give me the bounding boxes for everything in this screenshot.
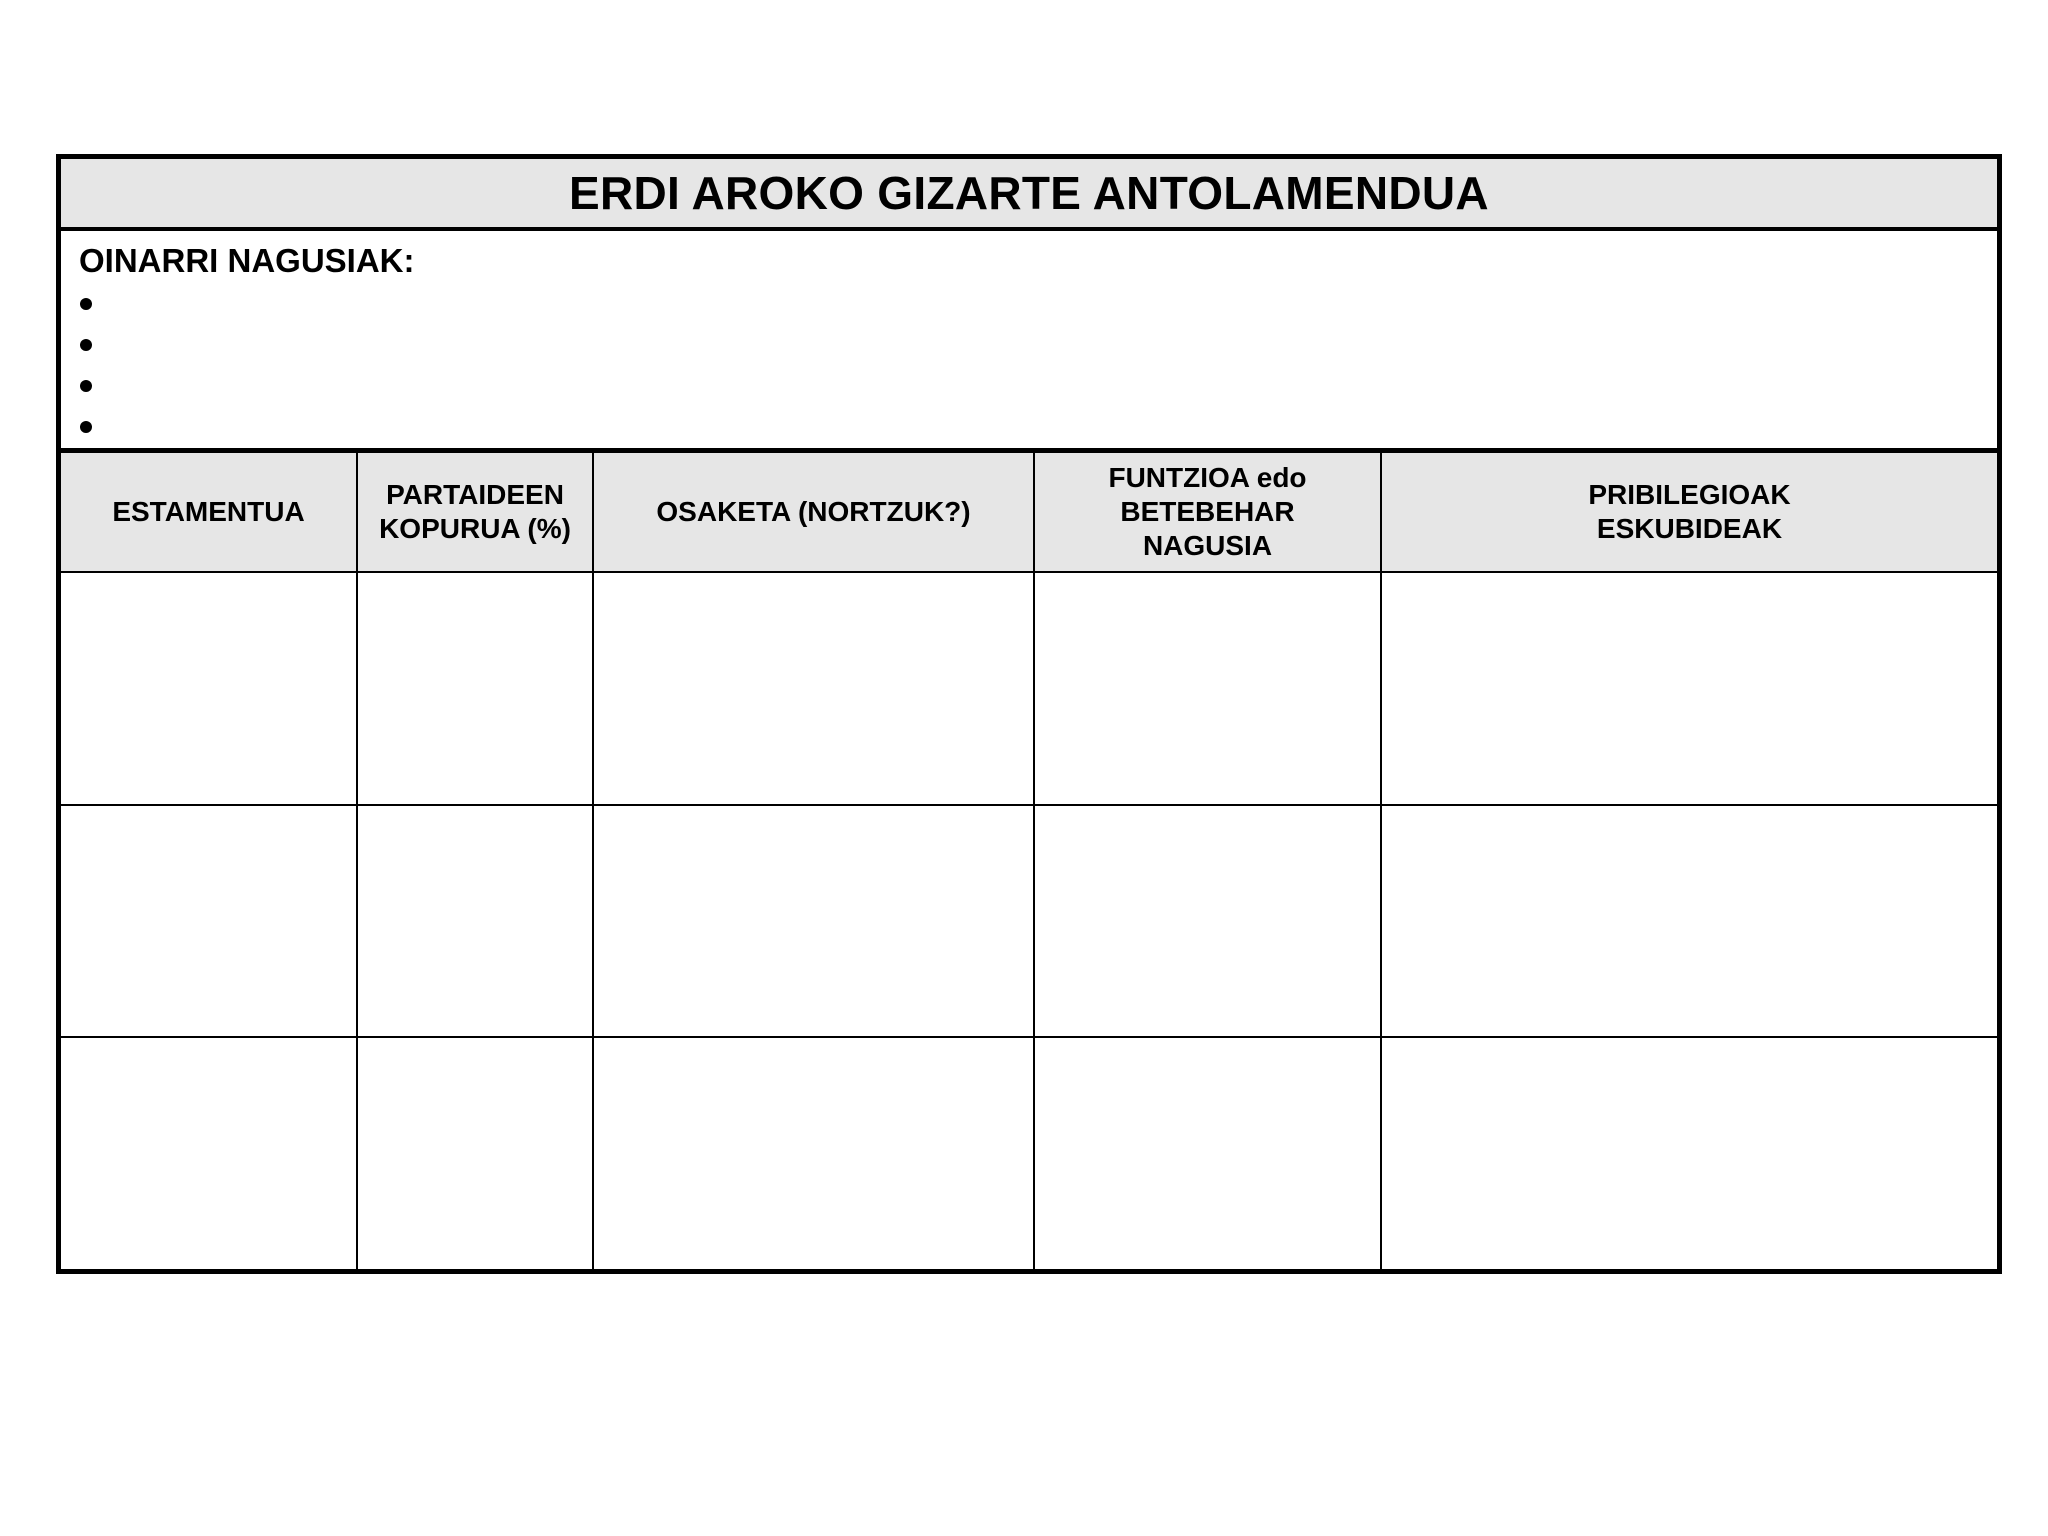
- table-row: [61, 572, 1997, 805]
- header-funtzioa: FUNTZIOA edo BETEBEHAR NAGUSIA: [1034, 453, 1381, 572]
- table-cell[interactable]: [61, 572, 357, 805]
- table-cell[interactable]: [1381, 1037, 1997, 1269]
- estates-table: [61, 453, 1997, 1269]
- table-row: [61, 1037, 1997, 1269]
- principle-bullet-item[interactable]: [79, 406, 1979, 447]
- principles-section: [61, 231, 1997, 453]
- bullet-icon: [80, 421, 92, 433]
- bullet-icon: [80, 339, 92, 351]
- table-cell[interactable]: [593, 1037, 1034, 1269]
- table-cell[interactable]: [593, 805, 1034, 1038]
- table-cell[interactable]: [357, 805, 593, 1038]
- principle-bullet-item[interactable]: [79, 283, 1979, 324]
- header-osaketa: OSAKETA (NORTZUK?): [593, 453, 1034, 572]
- table-cell[interactable]: [357, 572, 593, 805]
- table-row: [61, 805, 1997, 1038]
- table-header-row: [61, 453, 1997, 572]
- table-cell[interactable]: [1034, 1037, 1381, 1269]
- table-cell[interactable]: [357, 1037, 593, 1269]
- header-pribilegioak: PRIBILEGIOAK ESKUBIDEAK: [1381, 453, 1997, 572]
- bullet-icon: [80, 298, 92, 310]
- table-cell[interactable]: [61, 1037, 357, 1269]
- bullet-icon: [80, 380, 92, 392]
- table-cell[interactable]: [1381, 572, 1997, 805]
- principles-label: OINARRI NAGUSIAK:: [79, 242, 415, 279]
- header-partaideen-kopurua: PARTAIDEEN KOPURUA (%): [357, 453, 593, 572]
- header-estamentua: ESTAMENTUA: [61, 453, 357, 572]
- worksheet: [56, 154, 2002, 1274]
- table-cell[interactable]: [61, 805, 357, 1038]
- table-cell[interactable]: [1034, 805, 1381, 1038]
- table-cell[interactable]: [593, 572, 1034, 805]
- worksheet-title: ERDI AROKO GIZARTE ANTOLAMENDUA: [61, 159, 1997, 231]
- table-cell[interactable]: [1381, 805, 1997, 1038]
- principle-bullet-item[interactable]: [79, 365, 1979, 406]
- principle-bullet-item[interactable]: [79, 324, 1979, 365]
- principles-bullet-list: [79, 283, 1979, 447]
- table-cell[interactable]: [1034, 572, 1381, 805]
